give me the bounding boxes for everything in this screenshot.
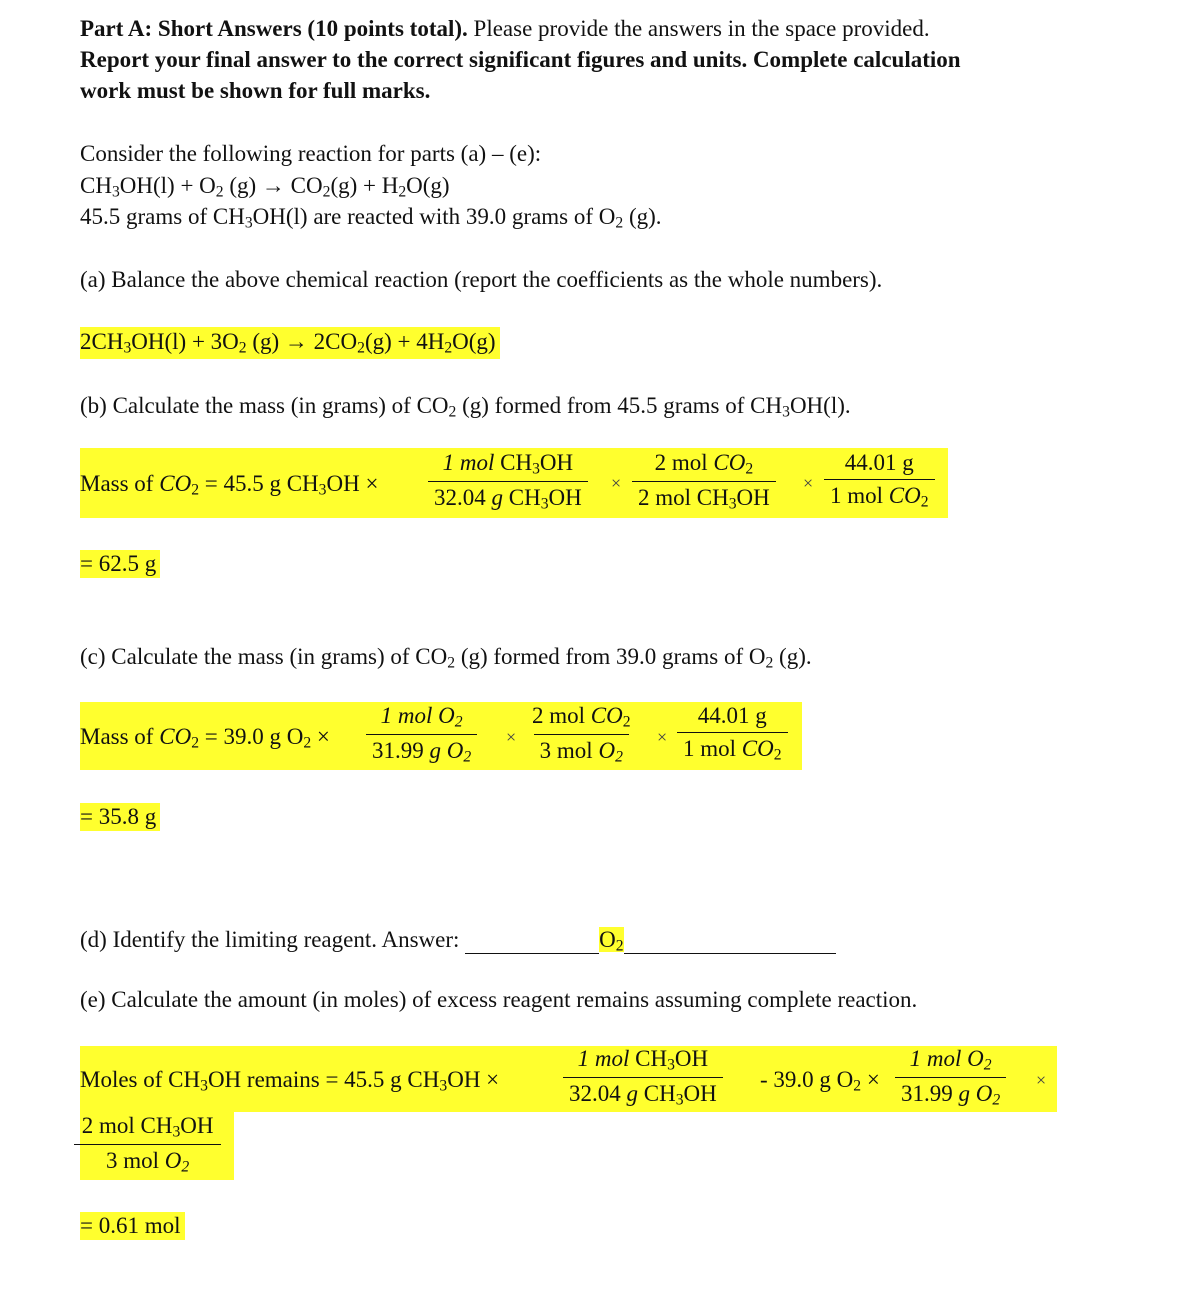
part-c-lhs: Mass of $CO_2 = 39.0$ g $O_2$ × bbox=[80, 724, 330, 752]
part-b-lhs: Mass of $CO_2 = 45.5$ g $CH_3OH$ × bbox=[80, 471, 379, 499]
part-a-question: (a) Balance the above chemical reaction (report the coefficients as the whole numbers). bbox=[80, 267, 883, 292]
part-d-answer: $O_2$ bbox=[599, 927, 624, 955]
part-b-question: (b) Calculate the mass (in grams) of $CO_2$ (g) formed from 45.5 grams of $CH_3OH(l)$. bbox=[80, 393, 851, 421]
part-b-fraction-1: 1 mol $CH_3OH$ 32.04 g $CH_3OH$ bbox=[428, 450, 588, 514]
answer-blank-left bbox=[465, 927, 599, 954]
consider-text: Consider the following reaction for parts (a) – (e): bbox=[80, 141, 542, 166]
part-e-fraction-3: 2 mol $CH_3OH$ 3 mol $O_2$ bbox=[74, 1113, 221, 1177]
instructions-line-1 bbox=[80, 16, 930, 42]
part-c-fraction-1: 1 mol $O_2$ 31.99 g $O_2$ bbox=[366, 703, 477, 767]
multiply-sign: × bbox=[611, 473, 622, 493]
part-e-fraction-1: 1 mol $CH_3OH$ 32.04 g $CH_3OH$ bbox=[563, 1046, 723, 1110]
part-e-subtraction: - 39.0 g $O_2$ × bbox=[760, 1067, 880, 1095]
reaction-equation: $CH_3OH(l) + O_2$ $(g) \to CO_2(g) + H_2O(g)$ bbox=[80, 173, 450, 201]
part-d-label: (d) Identify the limiting reagent. Answer: bbox=[80, 927, 460, 952]
part-b-result: = 62.5 g bbox=[80, 550, 160, 578]
instructions-line-3: work must be shown for full marks. bbox=[80, 78, 431, 103]
part-d-question bbox=[80, 927, 836, 955]
instructions-text: Please provide the answers in the space provided. bbox=[467, 16, 930, 41]
part-b-fraction-2: 2 mol $CO_2$ 2 mol $CH_3OH$ bbox=[632, 450, 776, 514]
part-e-lhs: Moles of $CH_3OH$ remains = 45.5 g $CH_3OH$ × bbox=[80, 1067, 500, 1095]
multiply-sign: × bbox=[657, 727, 668, 747]
part-a-heading: Part A: Short Answers (10 points total). bbox=[80, 16, 468, 41]
given-masses: 45.5 grams of $CH_3OH(l)$ are reacted with 39.0 grams of $O_2$ (g). bbox=[80, 204, 662, 232]
part-e-fraction-2: 1 mol $O_2$ 31.99 g $O_2$ bbox=[895, 1046, 1006, 1110]
part-c-question: (c) Calculate the mass (in grams) of $CO_2$ (g) formed from 39.0 grams of $O_2$ (g). bbox=[80, 644, 812, 672]
part-c-fraction-3: 44.01 g 1 mol $CO_2$ bbox=[677, 703, 788, 764]
answer-blank-right bbox=[624, 927, 836, 954]
part-e-question: (e) Calculate the amount (in moles) of excess reagent remains assuming complete reaction. bbox=[80, 987, 918, 1012]
part-c-fraction-2: 2 mol $CO_2$ 3 mol $O_2$ bbox=[532, 703, 631, 766]
part-e-result: = 0.61 mol bbox=[80, 1212, 185, 1240]
part-a-answer: $2CH_3OH(l) + 3O_2$ $(g) \to 2CO_2(g) + 4H_2O(g)$ bbox=[80, 327, 500, 359]
instructions-line-2: Report your final answer to the correct significant figures and units. Complete calculation bbox=[80, 47, 961, 72]
multiply-sign: × bbox=[803, 473, 814, 493]
part-b-fraction-3: 44.01 g 1 mol $CO_2$ bbox=[824, 450, 935, 511]
multiply-sign: × bbox=[506, 727, 517, 747]
multiply-sign: × bbox=[1036, 1070, 1047, 1090]
part-c-result: = 35.8 g bbox=[80, 803, 160, 831]
